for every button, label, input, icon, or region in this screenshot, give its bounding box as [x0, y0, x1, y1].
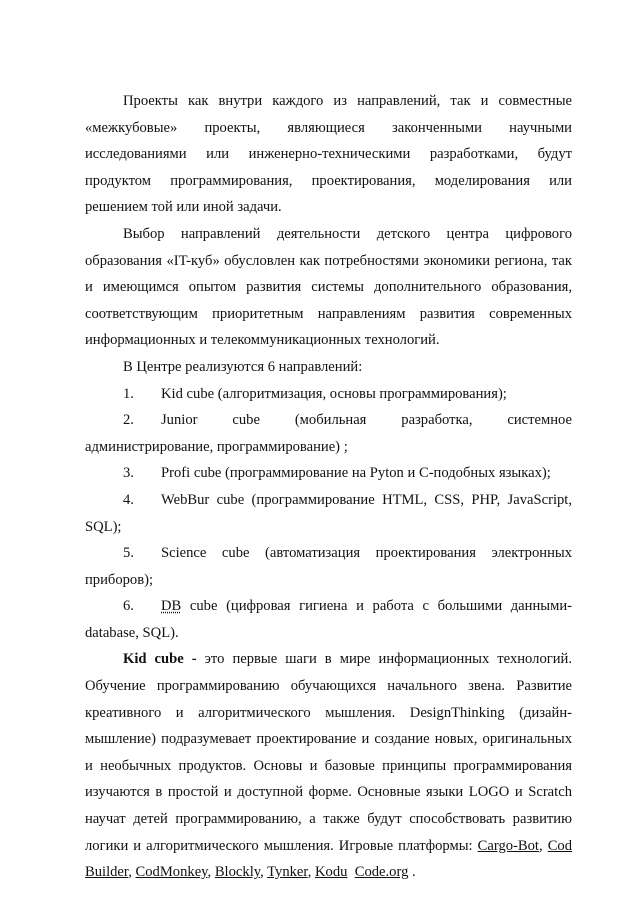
link-codmonkey[interactable]: CodMonkey — [135, 864, 208, 881]
kid-cube-title: Kid cube - — [123, 651, 197, 668]
separator: , — [207, 864, 215, 881]
list-number: 3. — [123, 465, 134, 482]
list-item — [85, 381, 572, 408]
link-tynker[interactable]: Tynker — [267, 864, 308, 881]
separator: , — [260, 864, 268, 881]
document-page — [85, 88, 572, 886]
kid-cube-body: это первые шаги в мире информационных технологий. Обучение программированию обучающихся начального звена. Развитие креативного и алгоритмического мышления. DesignThinking (дизайн-мышление) подразумевает проектирование и создание новых, оригинальных и необычных продуктов. Основы и базовые принципы программирования изучаются в простой и доступной форме. Основные языки LOGO и Scratch научат детей программированию, а также будут способствовать развитию логики и алгоритмического мышления. Игровые платформы: — [85, 651, 572, 854]
paragraph-directions-intro: В Центре реализуются 6 направлений: — [123, 358, 363, 375]
link-cod-builder[interactable]: Cod Builder — [85, 837, 573, 881]
list-number: 1. — [123, 385, 134, 402]
paragraph-kid-cube — [85, 646, 572, 885]
list-number: 5. — [123, 545, 134, 562]
separator: , — [307, 864, 315, 881]
separator: , — [128, 864, 136, 881]
list-item — [85, 540, 572, 593]
list-text: cube (цифровая гигиена и работа с большими данными- database, SQL). — [85, 598, 572, 641]
paragraph-projects: Проекты как внутри каждого из направлений, так и совместные «межкубовые» проекты, являющиеся законченными научными исследованиями или инженерно-техническими разработками, будут продуктом программирования, проектирования, моделирования или решением той или иной задачи. — [85, 93, 572, 216]
link-kodu[interactable]: Kodu — [314, 864, 348, 881]
link-cargo-bot[interactable]: Cargo-Bot — [477, 837, 539, 854]
list-text: Science cube (автоматизация проектирования электронных приборов); — [85, 545, 572, 588]
list-item — [85, 593, 572, 646]
separator: , — [539, 837, 548, 854]
list-number: 4. — [123, 491, 134, 508]
list-number: 6. — [123, 598, 134, 615]
list-text: WebBur cube (программирование HTML, CSS, PHP, JavaScript, SQL); — [85, 491, 572, 535]
list-number: 2. — [123, 412, 134, 429]
list-text: Profi cube (программирование на Pyton и С-подобных языках); — [161, 465, 551, 482]
list-item — [85, 407, 572, 460]
link-blockly[interactable]: Blockly — [214, 864, 261, 881]
list-text: Junior cube (мобильная разработка, системное администрирование, программирование) ; — [85, 412, 572, 455]
paragraph-end: . — [408, 864, 416, 881]
list-item — [85, 460, 572, 487]
list-text-lead: DB — [161, 598, 182, 615]
list-item — [85, 487, 572, 540]
list-text: Kid cube (алгоритмизация, основы программирования); — [161, 385, 507, 402]
paragraph-directions-choice: Выбор направлений деятельности детского центра цифрового образования «IT-куб» обусловлен как потребностями экономики региона, так и имеющимся опытом развития системы дополнительного образования, соответствующим приоритетным направлениям развития современных информационных и телекоммуникационных технологий. — [85, 225, 572, 349]
link-code-org[interactable]: Code.org — [354, 864, 409, 881]
